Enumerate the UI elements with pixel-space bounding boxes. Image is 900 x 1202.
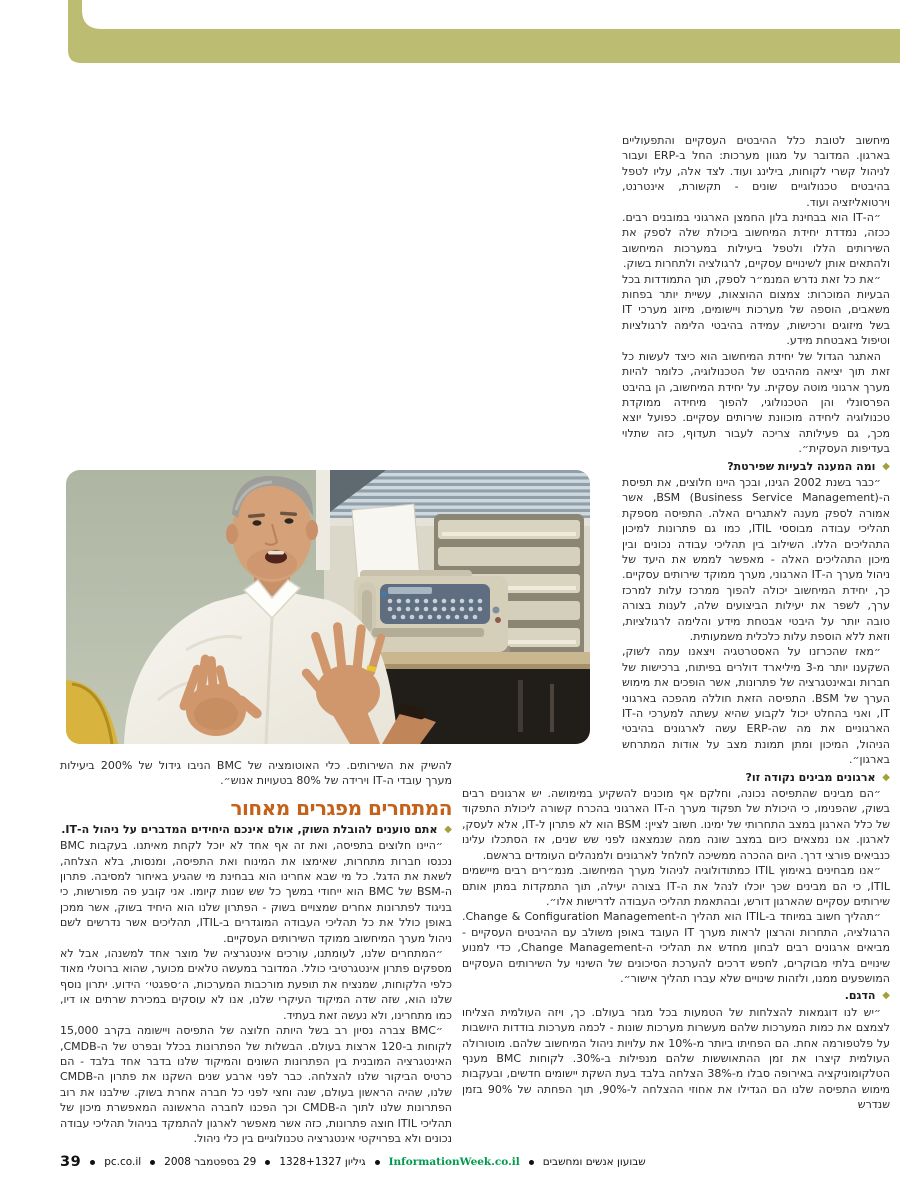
- banner-shape: [68, 0, 900, 63]
- eye: [285, 518, 294, 523]
- article-paragraph: ״אנו מבחינים באימוץ ITIL כמתודולוגיה לניהול מערך המיחשוב. מנמ״רים רבים מיישמים ITIL, כי הם מבינים שכך יוכלו לנהל את ה-IT בצורה יעילה, תוך התמקדות במתן אותם שירותים עסקיים שהארגון דורש, ובהתאמת תהליכי העבודה לדרישות אלו״.: [462, 864, 890, 908]
- diamond-bullet-icon: ◆: [882, 771, 890, 783]
- diamond-bullet-icon: ◆: [882, 990, 890, 1002]
- interview-question: ◆ ארגונים מבינים נקודה זו?: [745, 770, 890, 784]
- top-banner: [68, 0, 900, 63]
- interview-question: ◆ ומה המענה לבעיות שפירטת?: [727, 459, 890, 473]
- bullet-separator-icon: [375, 1160, 380, 1165]
- eye: [253, 520, 262, 525]
- article-paragraph: מיחשוב לטובת כלל ההיבטים העסקיים והתפעוליים בארגון. המדובר על מגוון מערכות: החל ב-ERP ועבור לניהול קשרי לקוחות, בילינג ועוד. לצד אלה, עליו לטפל בהיבטים טכנולוגיים שונים - תקשורת, אינטרנט, וירטואליזציה ועוד.: [622, 134, 890, 209]
- article-paragraph: ״מאז שהכרזנו על האסטרטגיה ויצאנו עמה לשוק, השקענו יותר מ-3 מיליארד דולרים בפיתוח, ברכישות של חברות ובאינטגרציה של פתרונות, אשר הופכים את מימוש הערך של BSM. התפיסה הזאת חוללה מהפכה בארגוני IT, ואני בהחלט יכול לקבוע שהיא עשתה למערכי ה-IT הארגוניים את מה שה-ERP עשה לארגונים בהיבטי הניהול, המיכון ומתן תמונת מצב על אודות המתרחש בארגון״.: [622, 645, 890, 767]
- interview-question: ◆ הדגם.: [844, 989, 890, 1003]
- bullet-separator-icon: [90, 1160, 95, 1165]
- diamond-bullet-icon: ◆: [444, 823, 452, 835]
- article-paragraph: ״את כל זאת נדרש המנמ״ר לספק, תוך התמודדות בכל הבעיות המוכרות: צמצום ההוצאות, עשיית יותר בפחות משאבים, הוספה של מערכות ויישומים, מיזוג מערכי IT בשל מיזוגים ורכישות, עמידה בהיבטי הלימה לרגולציות וטיפול באבטחת מידע.: [622, 272, 890, 348]
- article-paragraph: להשיק את השירותים. כלי האוטומציה של BMC הניבו גידול של 200% ביעילות מערך עובדי ה-IT וירידה של 80% בטעויות אנוש״.: [60, 759, 452, 788]
- footer-date: 29 בספטמבר 2008: [164, 1156, 257, 1168]
- article-paragraph: ״BMC צברה נסיון רב בשל היותה חלוצה של התפיסה ויישומה בקרב 15,000 לקוחות ב-120 ארצות בעולם. הבשלות של הפתרונות בכלל ובפרט של ה-CMDB, האינטגרציה המובנית בין הפתרונות השונים והמיקוד שלנו בדבר אחד בלבד - הם כרטיס הביקור שלנו להצלחה. כבר לפני ארבע שנים השקנו את פתרון ה-CMDB שלנו, שהיה הראשון בעולם, שנה וחצי לפני כל חברה אחרת בשוק. שילבנו את רוב הפתרונות שלנו לתוך ה-CMDB וכך הפכנו לחברה הראשונה המאפשרת מיכון של תהליכי ITIL חוצה פתרונות, כזה אשר מאפשר לארגון להתמקד בניהול תהליכי עבודה נכונים ולא בפרויקטי אינטגרציה טכנולוגיים בין כלי ניהול.: [60, 1024, 452, 1145]
- interview-photo: [66, 470, 590, 744]
- ear: [306, 520, 318, 540]
- interview-question: ◆ אתם טוענים להובלת השוק, אולם אינכם היחידים המדברים על ניהול ה-IT.: [61, 822, 452, 836]
- section-heading: המתחרים מפגרים מאחור: [230, 795, 452, 820]
- page-number: 39: [60, 1154, 82, 1170]
- article-paragraph: ״כבר בשנת 2002 הגינו, ובכך היינו חלוצים, את תפיסת ה-BSM (Business Service Management), אשר אמורה לספק מענה לאתגרים האלה. התפיסה מספקת תהליכי עבודה מבוססי ITIL, כמו גם פתרונות למיכון התהליכים הללו. השילוב בין תהליכי עבודה נכונים ובין מיכון התהליכים האלה - מאפשר לממש את היעד של ניהול מערך ה-IT הארגוני, מערך ממוקד שירותים עסקיים. כך, יחידת המיחשוב יכולה להפוך ממרכז עלות למרכז ערך, לשפר את יעילות הביצועים שלה, לענות בצורה טובה יותר על היבטי אבטחת מידע והלימה לרגולציות, וזאת ללא הוספת עלות כלכלית משמעותית.: [622, 475, 890, 643]
- article-paragraph: ״ה-IT הוא בבחינת בלון החמצן הארגוני במובנים רבים. ככזה, נמדדת יחידת המיחשוב ביכולת שלה לספק את השירותים הללו ולטפל ביעילות במערכות המיחשוב ולהתאים אותן לשינויים עסקיים, לרגולציה ולתחרות בשוק.: [622, 211, 890, 271]
- diamond-bullet-icon: ◆: [882, 460, 890, 472]
- ear: [226, 524, 238, 544]
- article-paragraph: האתגר הגדול של יחידת המיחשוב הוא כיצד לעשות כל זאת תוך יציאה מההיבט של הטכנולוגיה, כלומר להיות מערך ארגוני מוטה עסקית. על יחידת המיחשוב, הן בהיבט הפרסונלי והן הטכנולוגי, להפוך מיחידה ממוקדת טכנולוגיה ליחידה מוכוונת שירותים עסקיים. כפועל יוצא מכך, גם פעילותה צריכה לעבור תעדוף, כזה שתלוי בעדיפות העסקית״.: [622, 349, 890, 456]
- article-paragraph: ״תהליך חשוב במיוחד ב-ITIL הוא תהליך ה-Change & Configuration Management. הרגולציה, התחרות והרצון לראות מערך IT העובד באופן משולב עם ההיבטים העסקיים - מביאים ארגונים רבים לבחון מחדש את תהליכי ה-Change Management, כדי למנוע שינויים בלתי מבוקרים, לחפש דרכים להערכת הסיכונים של השינוי על השירותים העסקיים המושפעים ממנו, ולזהות שינויים שלא עברו תהליך אישור״.: [462, 910, 890, 985]
- bullet-separator-icon: [529, 1160, 534, 1165]
- footer-site-url: pc.co.il: [104, 1156, 142, 1168]
- footer-publication-name: שבועון אנשים ומחשבים: [542, 1156, 646, 1168]
- footer-issue-number: גיליון 1328+1327: [279, 1156, 366, 1168]
- article-paragraph: ״הם מבינים שהתפיסה נכונה, וחלקם אף מוכנים להשקיע במימושה. יש ארגונים רבים בשוק, שהפנימו, כי היכולת של תפקוד מערך ה-IT הארגוני בהכרח קשורה ליכולת התפקוד של כלל הארגון במצב התחרותי של ימינו. חשוב לציין: BSM הוא לא פתרון ל-IT, אלא לעסק, לארגון. אנו נמצאים כיום במצב שונה ממה שנמצאנו לפני שש שנים, אז הסתכלו עלינו כנביאים פורצי דרך. היום ההכרה ממשיכה לחלחל לארגונים ולמנהלים העומדים בראשם.: [462, 787, 890, 862]
- page-footer: [60, 1152, 646, 1172]
- article-paragraph: ״היינו חלוצים בתפיסה, ואת זה אף אחד לא יוכל לקחת מאיתנו. בעקבות BMC נכנסו חברות מתחרות, שאימצו את המינוח ואת התפיסה, ומנסות, בלא הצלחה, לשאת את הדגל. כל מי שבא אחרינו הוא בבחינת מי שהגיע באיחור למסיבה. פתרון ה-BSM של BMC הוא ייחודי במשך כל שש שנות קיומו. אני קובע פה מפורשות, כי בניגוד לפתרונות אחרים שמצויים בשוק - הפתרון שלנו הוא היחיד בשוק, אשר ממכן באופן כולל את כל תהליכי העבודה המוגדרים ב-ITIL, תהליכים אשר נדרשים לשם ניהול מערך המיחשוב ממוקד השירותים העסקיים.: [60, 839, 452, 945]
- bullet-separator-icon: [265, 1160, 270, 1165]
- article-paragraph: ״המתחרים שלנו, לעומתנו, עורכים אינטגרציה של מוצר אחד למשנהו, אבל לא מספקים פתרון אינטגרטיבי כולל. המדובר במעשה טלאים מכוער, שהוא ברוטלי מאוד כלפי הלקוחות, שמנציח את תופעת מורכבות המערכות, ה׳ספגטי׳ הידוע. יתרון נוסף שלנו הוא, שזה שדה המיקוד העיקרי שלנו, אנו לא עוסקים במכירת שרתים או דיו, כמו מתחרינו, ולא נעשה זאת בעתיד.: [60, 947, 452, 1022]
- bullet-separator-icon: [150, 1160, 155, 1165]
- article-paragraph: ״יש לנו דוגמאות להצלחות של הטמעות בכל מגזר בעולם. כך, ויזה העולמית הצליחו לצמצם את כמות המערכות שלהם מעשרות מערכות שונות - לכמה מערכות בודדות היושבות על פלטפורמה אחת. הם הפחיתו ביותר מ-10% את עלויות ניהול המיחשוב שלהם. מוטורולה העולמית קיצרו את זמן ההתאוששות שלהם מנפילות ב-30%. לקוחות BMC מענף הטלקומוניקציה באירופה סבלו מ-38% הצלחה בלבד בעת השקת יישומים חדשים, ובעקבות מימוש התפיסה שלנו הם הגדילו את אחוזי ההצלחה ל-90%, תוך הפחתה של 90% בזמן שנדרש: [462, 1005, 890, 1112]
- footer-brand-logo: InformationWeek.co.il: [388, 1156, 520, 1168]
